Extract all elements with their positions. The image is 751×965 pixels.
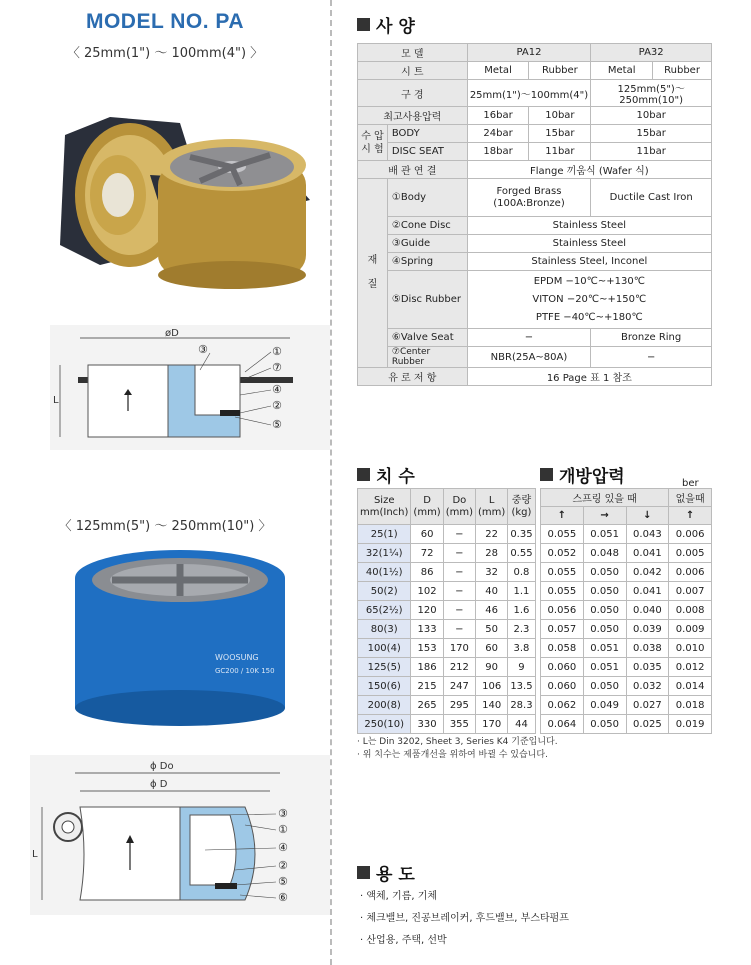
- dims-cell: 46: [476, 601, 508, 620]
- dims-cell: 186: [411, 658, 443, 677]
- usage-item: · 체크밸브, 진공브레이커, 후드밸브, 부스타펌프: [360, 913, 569, 924]
- dims-cell: 50(2): [358, 582, 411, 601]
- callout2-4: ④: [278, 841, 288, 854]
- pressure-cell: 0.055: [541, 525, 584, 544]
- pressure-cell: 0.039: [626, 620, 669, 639]
- dims-cell: 90: [476, 658, 508, 677]
- dims-cell: 86: [411, 563, 443, 582]
- pressure-cell: 0.014: [669, 677, 712, 696]
- pressure-row: [541, 715, 712, 734]
- dims-cell: −: [443, 563, 475, 582]
- section-diagram-small: [50, 325, 330, 450]
- callout-5: ⑤: [272, 418, 282, 431]
- callout2-5: ⑤: [278, 875, 288, 888]
- callout2-6: ⑥: [278, 891, 288, 904]
- dims-cell: 44: [508, 715, 535, 734]
- pressure-cell: 0.051: [583, 658, 626, 677]
- pressure-cell: 0.049: [583, 696, 626, 715]
- pressure-cell: 0.050: [583, 620, 626, 639]
- dims-row: [358, 715, 536, 734]
- column-divider: [330, 0, 332, 965]
- dims-cell: 170: [443, 639, 475, 658]
- brass-valve-front: [150, 139, 310, 289]
- dims-cell: 355: [443, 715, 475, 734]
- pressure-cell: 0.056: [541, 601, 584, 620]
- dims-cell: 102: [411, 582, 443, 601]
- pressure-cell: 0.008: [669, 601, 712, 620]
- dims-cell: 80(3): [358, 620, 411, 639]
- pressure-cell: 0.012: [669, 658, 712, 677]
- pressure-cell: 0.052: [541, 544, 584, 563]
- dims-cell: 28.3: [508, 696, 535, 715]
- dims-cell: −: [443, 620, 475, 639]
- pressure-cell: 0.051: [583, 639, 626, 658]
- arrow-up-icon: ↑: [669, 507, 712, 525]
- dims-cell: 3.8: [508, 639, 535, 658]
- usage-list: [360, 886, 569, 952]
- pressure-cell: 0.007: [669, 582, 712, 601]
- dims-table: Size mm(Inch) D (mm) Do (mm) L (mm) 중량 (kg) 25(1) 60 − 22 0.35 32(1¼) 72 − 28 0.55 40(1½) 86 − 32 0.8 50(2) 102 − 40 1.1 65(2½) 120 − 46 1.6 80(3) 133 − 50 2.3 100(4) 153 170 60 3.8 125(5) 186 212 90 9 150(6) 215 247 106 13.5 200(8) 265 295 140 28.3 250(10) 330 355 170 44: [357, 488, 536, 734]
- pressure-row: [541, 601, 712, 620]
- pressure-table: 스프링 있을 때 없을때 ↑ → ↓ ↑ 0.055 0.051 0.043 0.006 0.052 0.048 0.041 0.005 0.055 0.050 0.042 0.006 0.055 0.050 0.041 0.007 0.056 0.050 0.040 0.008 0.057 0.050 0.039 0.009 0.058 0.051 0.038 0.010 0.060 0.051 0.035 0.012 0.060 0.050 0.032 0.014 0.062 0.049 0.027 0.018 0.064 0.050 0.025 0.019: [540, 488, 712, 734]
- dims-cell: 0.35: [508, 525, 535, 544]
- pressure-cell: 0.027: [626, 696, 669, 715]
- dims-cell: 32(1¼): [358, 544, 411, 563]
- pressure-cell: 0.005: [669, 544, 712, 563]
- dims-row: [358, 620, 536, 639]
- dims-cell: 200(8): [358, 696, 411, 715]
- pressure-row: [541, 677, 712, 696]
- pressure-unit: ber: [682, 478, 699, 489]
- dims-cell: 25(1): [358, 525, 411, 544]
- model-title: MODEL NO. PA: [85, 10, 245, 33]
- dims-cell: 1.1: [508, 582, 535, 601]
- pressure-cell: 0.050: [583, 563, 626, 582]
- pressure-row: [541, 639, 712, 658]
- arrow-up-icon: ↑: [541, 507, 584, 525]
- dims-cell: 100(4): [358, 639, 411, 658]
- dims-cell: 2.3: [508, 620, 535, 639]
- pressure-cell: 0.050: [583, 582, 626, 601]
- dims-cell: 28: [476, 544, 508, 563]
- dims-row: [358, 696, 536, 715]
- dims-cell: 9: [508, 658, 535, 677]
- dims-cell: 40(1½): [358, 563, 411, 582]
- usage-item: · 액체, 기름, 기체: [360, 891, 438, 902]
- pressure-cell: 0.055: [541, 563, 584, 582]
- dims-cell: 140: [476, 696, 508, 715]
- callout2-1: ①: [278, 823, 288, 836]
- dims-row: [358, 525, 536, 544]
- pressure-row: [541, 525, 712, 544]
- pressure-cell: 0.041: [626, 544, 669, 563]
- pressure-cell: 0.050: [583, 677, 626, 696]
- dims-cell: 120: [411, 601, 443, 620]
- pressure-cell: 0.058: [541, 639, 584, 658]
- dims-cell: 133: [411, 620, 443, 639]
- dims-row: [358, 639, 536, 658]
- arrow-right-icon: →: [583, 507, 626, 525]
- product-pressure: GC200 / 10K 150: [215, 667, 275, 675]
- dims-row: [358, 601, 536, 620]
- dims-row: [358, 677, 536, 696]
- dims-cell: 250(10): [358, 715, 411, 734]
- dims-cell: 72: [411, 544, 443, 563]
- usage-item: · 산업용, 주택, 선박: [360, 935, 447, 946]
- pressure-cell: 0.060: [541, 658, 584, 677]
- label-phi-d2: ϕ D: [150, 779, 168, 790]
- label-phi-do: ϕ Do: [150, 761, 174, 772]
- pressure-cell: 0.035: [626, 658, 669, 677]
- pressure-row: [541, 696, 712, 715]
- spec-table: 모 델 PA12 PA32 시 트 Metal Rubber Metal Rubber 구 경 25mm(1")～100mm(4") 125mm(5")～250mm(10") 최고사용압력 16bar 10bar 10bar 수 압 시 험 BODY 24bar 15bar 15bar DISC SEAT 18bar 11bar 11bar 배 관 연 결 Flange 끼움식 (Wafer 식) 재 질 ①Body Forged Brass (100A:Bronze) Ductile Cast Iron ②Cone Disc Stainless Steel ③Guide Stainless Steel ④Spring Stainless Steel, Inconel ⑤Disc Rubber EPDM −10℃~+130℃ VITON −20℃~+150℃ PTFE −40℃~+180℃ ⑥Valve Seat − Bronze Ring ⑦Center Rubber NBR(25A~80A) − 유 로 저 항 16 Page 표 1 참조: [357, 43, 712, 386]
- dims-cell: −: [443, 544, 475, 563]
- dims-cell: 60: [411, 525, 443, 544]
- size-range-small: 〈 25mm(1") ～ 100mm(4") 〉: [66, 46, 264, 61]
- dims-cell: 1.6: [508, 601, 535, 620]
- dims-cell: 40: [476, 582, 508, 601]
- product-label: WOOSUNG: [215, 653, 259, 662]
- pressure-cell: 0.041: [626, 582, 669, 601]
- callout-4: ④: [272, 383, 282, 396]
- dims-cell: 170: [476, 715, 508, 734]
- dims-title: 치 수: [357, 462, 415, 487]
- callout-1: ①: [272, 345, 282, 358]
- section-diagram-large: [30, 755, 330, 915]
- callout2-3: ③: [278, 807, 288, 820]
- pressure-cell: 0.055: [541, 582, 584, 601]
- pressure-cell: 0.057: [541, 620, 584, 639]
- product-photo-blue: [60, 548, 300, 728]
- dims-cell: 0.55: [508, 544, 535, 563]
- dims-cell: 295: [443, 696, 475, 715]
- arrow-down-icon: ↓: [626, 507, 669, 525]
- pressure-cell: 0.050: [583, 601, 626, 620]
- pressure-cell: 0.010: [669, 639, 712, 658]
- pressure-row: [541, 582, 712, 601]
- dims-row: [358, 658, 536, 677]
- callout2-2: ②: [278, 859, 288, 872]
- pressure-cell: 0.064: [541, 715, 584, 734]
- dims-cell: 265: [411, 696, 443, 715]
- usage-title: 용 도: [357, 860, 415, 885]
- pressure-cell: 0.019: [669, 715, 712, 734]
- label-phi-d: øD: [165, 328, 179, 339]
- pressure-cell: 0.060: [541, 677, 584, 696]
- pressure-cell: 0.025: [626, 715, 669, 734]
- dims-cell: 125(5): [358, 658, 411, 677]
- pressure-cell: 0.051: [583, 525, 626, 544]
- spec-title: 사 양: [357, 12, 415, 37]
- dims-cell: 150(6): [358, 677, 411, 696]
- pressure-cell: 0.062: [541, 696, 584, 715]
- pressure-cell: 0.048: [583, 544, 626, 563]
- dims-row: [358, 582, 536, 601]
- dims-cell: 247: [443, 677, 475, 696]
- pressure-row: [541, 544, 712, 563]
- pressure-cell: 0.050: [583, 715, 626, 734]
- pressure-row: [541, 563, 712, 582]
- pressure-title: 개방압력: [540, 462, 625, 487]
- dims-row: [358, 563, 536, 582]
- size-range-large: 〈 125mm(5") ～ 250mm(10") 〉: [58, 519, 272, 534]
- label-l: L: [53, 395, 59, 406]
- dims-cell: 65(2½): [358, 601, 411, 620]
- dims-cell: −: [443, 582, 475, 601]
- dims-cell: 32: [476, 563, 508, 582]
- pressure-cell: 0.009: [669, 620, 712, 639]
- dims-cell: 50: [476, 620, 508, 639]
- dims-cell: 60: [476, 639, 508, 658]
- pressure-cell: 0.018: [669, 696, 712, 715]
- callout-3: ③: [198, 343, 208, 356]
- dims-cell: −: [443, 601, 475, 620]
- dims-cell: 106: [476, 677, 508, 696]
- pressure-row: [541, 658, 712, 677]
- dims-cell: 212: [443, 658, 475, 677]
- pressure-cell: 0.042: [626, 563, 669, 582]
- callout-7: ⑦: [272, 361, 282, 374]
- dims-cell: 330: [411, 715, 443, 734]
- pressure-row: [541, 620, 712, 639]
- pressure-cell: 0.038: [626, 639, 669, 658]
- dims-cell: 22: [476, 525, 508, 544]
- dims-cell: 215: [411, 677, 443, 696]
- pressure-cell: 0.043: [626, 525, 669, 544]
- dims-notes: · L는 Din 3202, Sheet 3, Series K4 기준입니다. · 위 치수는 제품개선을 위하여 바뀔 수 있습니다.: [357, 737, 558, 760]
- dims-cell: −: [443, 525, 475, 544]
- pressure-cell: 0.006: [669, 525, 712, 544]
- label-l2: L: [32, 849, 38, 860]
- dims-cell: 0.8: [508, 563, 535, 582]
- dims-cell: 13.5: [508, 677, 535, 696]
- dims-cell: 153: [411, 639, 443, 658]
- pressure-cell: 0.032: [626, 677, 669, 696]
- pressure-cell: 0.006: [669, 563, 712, 582]
- product-photo-brass: [40, 95, 330, 295]
- dims-row: [358, 544, 536, 563]
- callout-2: ②: [272, 399, 282, 412]
- pressure-cell: 0.040: [626, 601, 669, 620]
